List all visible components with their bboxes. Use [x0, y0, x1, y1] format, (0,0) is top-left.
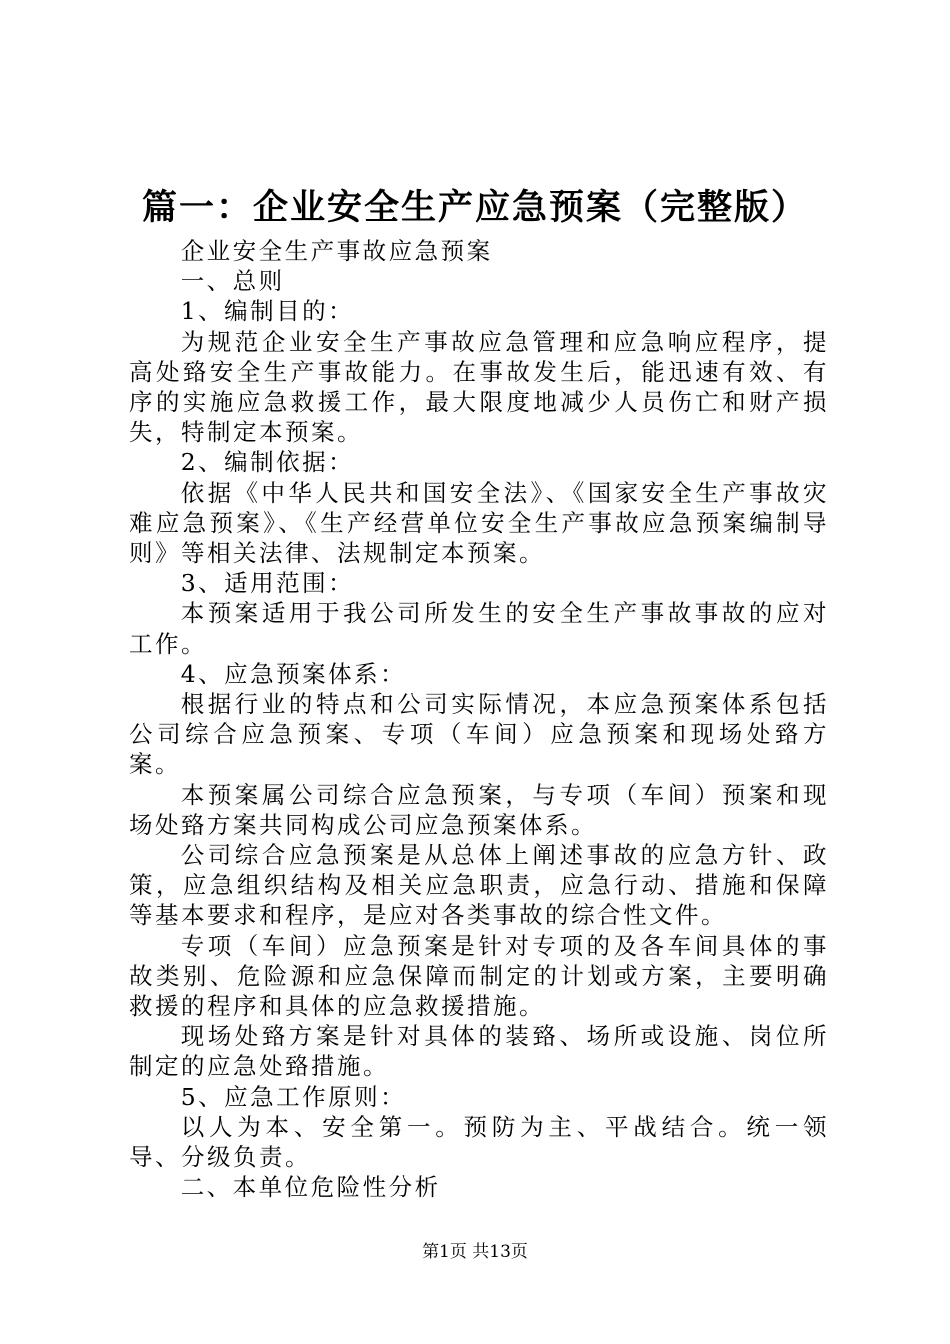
subsection-heading: 5、应急工作原则：: [180, 1082, 407, 1111]
paragraph: 为规范企业安全生产事故应急管理和应急响应程序，提高处臵安全生产事故能力。在事故发生后，能迅速有效、有序的实施应急救援工作，最大限度地减少人员伤亡和财产损失，特制定本预案。: [129, 327, 829, 447]
paragraph: 本预案适用于我公司所发生的安全生产事故事故的应对工作。: [129, 599, 829, 658]
paragraph: 以人为本、安全第一。预防为主、平战结合。统一领导、分级负责。: [129, 1112, 829, 1172]
paragraph: 根据行业的特点和公司实际情况，本应急预案体系包括公司综合应急预案、专项（车间）应急预案和现场处臵方案。: [129, 690, 829, 779]
subsection-heading: 1、编制目的：: [180, 297, 355, 326]
subsection-heading: 2、编制依据：: [180, 448, 355, 477]
paragraph: 依据《中华人民共和国安全法》、《国家安全生产事故灾难应急预案》、《生产经营单位安全生产事故应急预案编制导则》等相关法律、法规制定本预案。: [129, 478, 829, 568]
subsection-heading: 3、适用范围：: [180, 569, 355, 598]
section-heading: 二、本单位危险性分析: [180, 1173, 441, 1202]
section-heading: 一、总则: [180, 267, 285, 296]
paragraph: 本预案属公司综合应急预案，与专项（车间）预案和现场处臵方案共同构成公司应急预案体系。: [129, 780, 829, 839]
paragraph: 现场处臵方案是针对具体的装臵、场所或设施、岗位所制定的应急处臵措施。: [129, 1022, 829, 1081]
subsection-heading: 4、应急预案体系：: [180, 659, 407, 688]
document-title: 篇一：企业安全生产应急预案（完整版）: [141, 187, 808, 228]
document-body: [129, 236, 829, 1203]
paragraph: 专项（车间）应急预案是针对专项的及各车间具体的事故类别、危险源和应急保障而制定的计划或方案，主要明确救援的程序和具体的应急救援措施。: [129, 931, 829, 1021]
paragraph: 公司综合应急预案是从总体上阐述事故的应急方针、政策，应急组织结构及相关应急职责，应急行动、措施和保障等基本要求和程序，是应对各类事故的综合性文件。: [129, 841, 829, 930]
paragraph: 企业安全生产事故应急预案: [180, 237, 493, 265]
page-footer: 第1页 共13页: [422, 1242, 528, 1262]
